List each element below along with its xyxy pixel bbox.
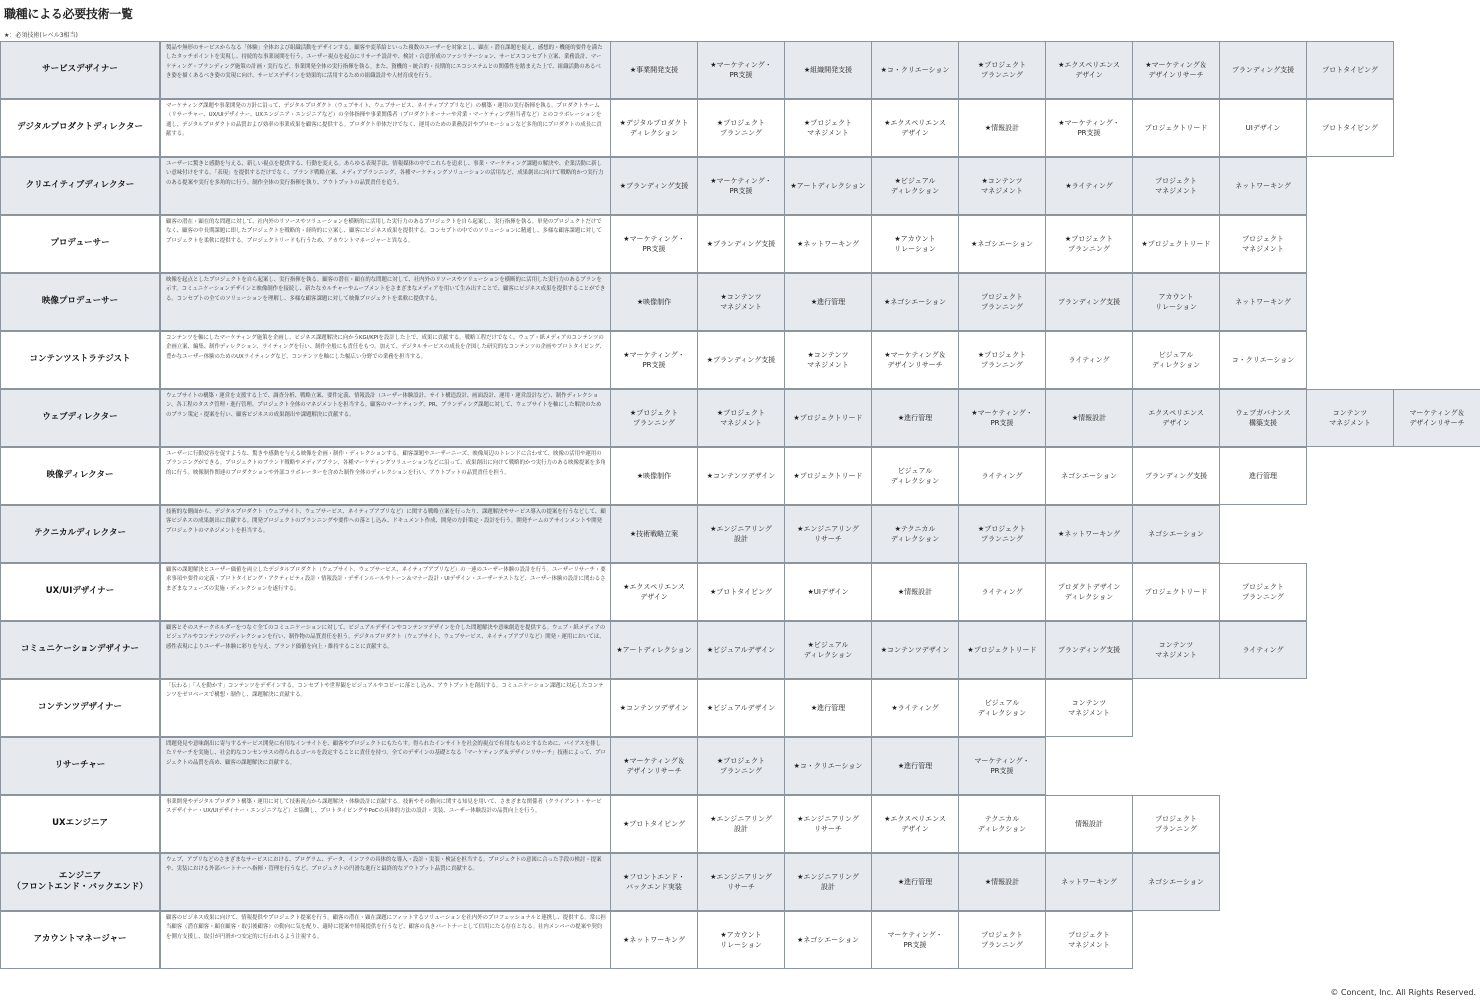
skill-cell: ★マーケティング・ PR支援 xyxy=(697,157,785,215)
role-name: プロデューサー xyxy=(0,215,160,273)
skill-cell: ★ビジュアル ディレクション xyxy=(871,157,959,215)
skill-cell: ★エンジニアリング 設計 xyxy=(697,795,785,853)
table-row xyxy=(0,273,1480,331)
role-name: クリエイティブディレクター xyxy=(0,157,160,215)
skill-cell: ネットワーキング xyxy=(1219,273,1307,331)
skill-cell: ★エクスペリエンス デザイン xyxy=(1045,41,1133,99)
role-name: 映像ディレクター xyxy=(0,447,160,505)
skill-cell: プロトタイピング xyxy=(1306,99,1394,157)
skill-cell: ネゴシエーション xyxy=(1132,505,1220,563)
skill-cell: ★プロジェクトリード xyxy=(1132,215,1220,273)
skill-cell: ★情報設計 xyxy=(871,563,959,621)
role-name: テクニカルディレクター xyxy=(0,505,160,563)
table-row xyxy=(0,795,1480,853)
skill-cell: ★進行管理 xyxy=(871,737,959,795)
skill-cell: ★ネットワーキング xyxy=(784,215,872,273)
skill-cell: ネットワーキング xyxy=(1045,853,1133,911)
skill-cell: ★コンテンツデザイン xyxy=(871,621,959,679)
role-description: コンテンツを軸にしたマーケティング施策を企画し、ビジネス課題解決に向かうKGI/KPIを設計した上で、成果に貢献する。戦略工程だけでなく、ウェブ・紙メディアのコンテンツの企画立案、編集、制作ディレクション、ライティングを行い、制作全般にも責任をもつ。加えて、デジタルサービスの成長を企図した研究的なコンテンツの企画やプロトタイピング、豊かなユーザー体験のためのUXライティングなど、コンテンツを軸にした幅広い分野での業務を担当する。 xyxy=(160,331,612,389)
skill-cell: マーケティング・ PR支援 xyxy=(871,911,959,969)
table-row xyxy=(0,911,1480,969)
skill-cell: ウェブガバナンス 構築支援 xyxy=(1219,389,1307,447)
role-name: デジタルプロダクトディレクター xyxy=(0,99,160,157)
role-description: マーケティング課題や事業開発の方針に沿って、デジタルプロダクト（ウェブサイト、ウェブサービス、ネイティブアプリなど）の構築・運用の実行指揮を執る。プロダクトチーム（リサーチャー、UX/UIデザイナー、UXエンジニア・エンジニアなど）の全体指揮や事業関係者（プロダクトオーナーや営業・マーケティング担当者など）とのコラボレーションを通し、デジタルプロダクトの品質および効率の事業成果を顧客に提供する。プロダクト単体だけでなく、運用のための業務設計やプロモーションなど多角的にプロダクトの成長に貢献する。 xyxy=(160,99,612,157)
table-row xyxy=(0,853,1480,911)
skill-cell: ★プロジェクト プランニング xyxy=(1045,215,1133,273)
skill-cell: ★デジタルプロダクト ディレクション xyxy=(610,99,698,157)
skill-cell: ★エンジニアリング 設計 xyxy=(697,505,785,563)
skill-cell: プロジェクト マネジメント xyxy=(1219,215,1307,273)
skill-cell: プロジェクト プランニング xyxy=(958,273,1046,331)
skill-cell: プロダクトデザイン ディレクション xyxy=(1045,563,1133,621)
skill-cell: ★プロジェクトリード xyxy=(958,621,1046,679)
skill-cell: ★マーケティング・ PR支援 xyxy=(958,389,1046,447)
skill-cell: ★事業開発支援 xyxy=(610,41,698,99)
skill-cell: ★ブランディング支援 xyxy=(610,157,698,215)
skill-cell: コンテンツ マネジメント xyxy=(1045,679,1133,737)
skill-cell: ★ネゴシエーション xyxy=(871,273,959,331)
table-row xyxy=(0,389,1480,447)
skill-cell: ★ビジュアル ディレクション xyxy=(784,621,872,679)
skill-cell: ★ネットワーキング xyxy=(610,911,698,969)
skill-cell: ★技術戦略立案 xyxy=(610,505,698,563)
skill-cell: ★テクニカル ディレクション xyxy=(871,505,959,563)
skill-cell: ★エンジニアリング 設計 xyxy=(784,853,872,911)
role-name: コンテンツストラテジスト xyxy=(0,331,160,389)
role-name: リサーチャー xyxy=(0,737,160,795)
skill-cell: ★プロトタイピング xyxy=(610,795,698,853)
skill-cell: ビジュアル ディレクション xyxy=(1132,331,1220,389)
skill-cell: ★フロントエンド・ バックエンド実装 xyxy=(610,853,698,911)
role-name: UX/UIデザイナー xyxy=(0,563,160,621)
skill-cell: ★コンテンツデザイン xyxy=(697,447,785,505)
role-description: 技術的な側面から、デジタルプロダクト（ウェブサイト、ウェブサービス、ネイティブアプリなど）に関する戦略立案を行ったり、課題解決やサービス導入の提案を行うなどして、顧客ビジネスの成果創出に貢献する。開発プロジェクトのプランニングや要件への落とし込み、ドキュメント作成、開発の方針策定・設計を行う。開発チームのアサインメントや開発プロジェクトのマネジメントを担当する。 xyxy=(160,505,612,563)
skill-cell: ★プロジェクト プランニング xyxy=(958,331,1046,389)
skill-cell: ライティング xyxy=(1045,331,1133,389)
skill-cell: ブランディング支援 xyxy=(1045,273,1133,331)
skill-cell: ★映像制作 xyxy=(610,273,698,331)
skill-cell: プロジェクト プランニング xyxy=(1219,563,1307,621)
skill-cell: ★コ・クリエーション xyxy=(871,41,959,99)
skill-cell: 進行管理 xyxy=(1219,447,1307,505)
skill-cell: ★進行管理 xyxy=(784,679,872,737)
skill-cell: ★コンテンツ マネジメント xyxy=(697,273,785,331)
skill-cell: ★マーケティング・ PR支援 xyxy=(610,215,698,273)
legend-note: ★：必須技術(レベル3相当) xyxy=(4,32,78,39)
skill-cell: ★ライティング xyxy=(871,679,959,737)
skill-cell: ★マーケティング・ PR支援 xyxy=(610,331,698,389)
skill-cell: ★プロトタイピング xyxy=(697,563,785,621)
role-description: 製品や無形のサービスからなる「体験」全体および組織活動をデザインする。顧客や変革給といった複数のユーザーを対象とし、顕在・潜在課題を捉え、感想的・機能的要件を満たしたタッチポイントを実現し、持続的な事業展開を行う。ユーザー視点を起点にリサーチ設計や、検討・合意形成のファシリテーション、サービスコンセプト立案、業務設計、マーケティング・ブランディング施策の計画・実行など、事業開発全体の実行指揮を執る。また、資機的・統合的・長期的にエコシステムとの関係性を踏まえた上で、組織活動のあるべき姿を描くあるべき姿の実現に向け、サービスデザインを効果的に活用するための組織設計や人材育成を行う。 xyxy=(160,41,612,99)
role-description: 問題発見や意味創出に寄与するサービス開発に有用なインサイトを、顧客やプロジェクトにもたらす。得られたインサイトを社会的視点で有用なものとするために、バイアスを排したリサーチを実施し、社会的なコンセンサスの得られるゴールを設定することに責任を持つ。全てのデザインの基礎となる「マーケティング＆デザインリサーチ」技術によって、プロジェクトの品質を高め、顧客の課題解決に貢献する。 xyxy=(160,737,612,795)
table-row xyxy=(0,215,1480,273)
skill-cell: ★ネットワーキング xyxy=(1045,505,1133,563)
skill-cell: ★進行管理 xyxy=(871,853,959,911)
skill-cell: ★エクスペリエンス デザイン xyxy=(871,795,959,853)
skill-cell: ★プロジェクト プランニング xyxy=(958,41,1046,99)
skill-cell: ★エクスペリエンス デザイン xyxy=(610,563,698,621)
skill-cell: ★情報設計 xyxy=(1045,389,1133,447)
skill-cell: ★ネゴシエーション xyxy=(784,911,872,969)
skill-cell: プロジェクト プランニング xyxy=(1132,795,1220,853)
skill-cell: ★ビジュアルデザイン xyxy=(697,679,785,737)
table-row xyxy=(0,331,1480,389)
skill-cell: プロジェクト プランニング xyxy=(958,911,1046,969)
table-row xyxy=(0,99,1480,157)
skill-cell: ★エクスペリエンス デザイン xyxy=(871,99,959,157)
skill-cell: ★ネゴシエーション xyxy=(958,215,1046,273)
skill-cell: コ・クリエーション xyxy=(1219,331,1307,389)
skill-cell: ★情報設計 xyxy=(958,853,1046,911)
skill-cell: プロジェクトリード xyxy=(1132,99,1220,157)
skill-cell: ★マーケティング・ PR支援 xyxy=(697,41,785,99)
role-description: 映像を起点としたプロジェクトを自ら起案し、実行指揮を執る。顧客の潜在・顕在的な問題に対して、社内外のリソースやソリューションを横断的に活用した実行力のあるプランを示す。コミュニケーションデザインと映像制作を接続し、新たなカルチャーやムーブメントをさまざまなメディアを用いて生み出すことで、顧客にビジネス成果を提供することができる。コンセプトの全てのソリューションを理解し、多様な顧客課題に対して映像プロジェクトを柔軟に提供する。 xyxy=(160,273,612,331)
skill-cell: ★プロジェクト マネジメント xyxy=(697,389,785,447)
skill-cell: ★プロジェクトリード xyxy=(784,447,872,505)
skill-cell: ネゴシエーション xyxy=(1045,447,1133,505)
skill-cell: ブランディング支援 xyxy=(1219,41,1307,99)
skill-cell: ★アカウント リレーション xyxy=(871,215,959,273)
table-row xyxy=(0,447,1480,505)
skill-cell: エクスペリエンス デザイン xyxy=(1132,389,1220,447)
role-description: 顧客の潜在・顕在的な問題に対して、社内外のリソースやソリューションを横断的に活用した実行力のあるプロジェクトを自ら起案し、実行指揮を執る。単発のプロジェクトだけでなく、顧客の中長期課題に即したプロジェクトを戦略的・経時的に立案し、顧客にビジネス成果を提供する。コンセプトの中でのソリューションに精通し、多様な顧客課題に対してプロジェクトを柔軟に提供する。プロジェクトリードも行うため、アカウントマネージャーと異なる。 xyxy=(160,215,612,273)
skill-cell: ★プロジェクト プランニング xyxy=(697,99,785,157)
skill-cell: 情報設計 xyxy=(1045,795,1133,853)
skill-cell: ★マーケティング・ PR支援 xyxy=(1045,99,1133,157)
skill-cell: ★エンジニアリング リサーチ xyxy=(784,795,872,853)
table-row xyxy=(0,737,1480,795)
role-name: 映像プロデューサー xyxy=(0,273,160,331)
skill-cell: プロジェクトリード xyxy=(1132,563,1220,621)
role-name: コミュニケーションデザイナー xyxy=(0,621,160,679)
skill-cell: ライティング xyxy=(958,563,1046,621)
skill-cell: ★アートディレクション xyxy=(784,157,872,215)
skill-cell: ★マーケティング＆ デザインリサーチ xyxy=(871,331,959,389)
skill-cell: ★組織開発支援 xyxy=(784,41,872,99)
skill-cell: ★プロジェクト プランニング xyxy=(697,737,785,795)
table-row xyxy=(0,621,1480,679)
skill-cell: ★UIデザイン xyxy=(784,563,872,621)
role-description: 顧客とそのステークホルダーをつなぐ全てのコミュニケーションに対して、ビジュアルデザインやコンテンツデザインを介した問題解決や意味創造を提供する。ウェブ・紙メディアのビジュアルやコンテンツのディレクションを行い、制作物の品質責任を担う。デジタルプロダクト（ウェブサイト、ウェブサービス、ネイティブアプリなど）開発・運用においては、感性表現によりユーザー体験に彩りを与え、ブランド価値を向上・維持することに貢献する。 xyxy=(160,621,612,679)
role-description: 事業開発やデジタルプロダクト構築・運用に対して技術視点から課題解決・体験設計に貢献する。技術やその動向に関する知見を用いて、さまざまな関係者（クライアント・サービスデザイナー・UX/UIデザイナー・エンジニアなど）と協働し、プロトタイピングやPoCの具体的方法の設計・実装、ユーザー体験設計の品質向上を行う。 xyxy=(160,795,612,853)
role-name: コンテンツデザイナー xyxy=(0,679,160,737)
skill-cell: ★エンジニアリング リサーチ xyxy=(784,505,872,563)
skill-cell: ★進行管理 xyxy=(784,273,872,331)
copyright: © Concent, Inc. All Rights Reserved. xyxy=(1330,988,1476,997)
skill-cell: ネットワーキング xyxy=(1219,157,1307,215)
skill-cell: ★情報設計 xyxy=(958,99,1046,157)
skill-cell: マーケティング・ PR支援 xyxy=(958,737,1046,795)
skill-cell: ビジュアル ディレクション xyxy=(958,679,1046,737)
role-description: ユーザーに行動変容を促すような、驚きや感動を与える映像を企画・制作・ディレクションする。顧客課題やユーザーニーズ、映像周辺のトレンドに合わせて、映像の活用や運用のプランニングができる。プロジェクトのブランド戦略やメディアプラン、各種マーケティングソリューションなどに沿って、成果創出に向けて戦略的かつ実行力のある映像提案を多角的に行う。映像制作関連のプロダクションや外部コラボレーターを含めた制作全体のディレクションを行い、アウトプットの品質責任を担う。 xyxy=(160,447,612,505)
role-description: ユーザーに驚きと感動を与える、新しい視点を提供する、行動を変える。あらゆる表現手法、情報媒体の中でこれらを追求し、事業・マーケティング課題の解決や、企業活動に新しい意味付けをする。「表現」を提供するだけでなく、ブランド戦略立案、メディアプランニング、各種マーケティングソリューションの活用など、成果創出に向けて戦略的かつ実行力のある提案や実行を多角的に行う。制作全体の実行指揮を執り、アウトプットの品質責任を追う。 xyxy=(160,157,612,215)
role-description: 顧客のビジネス成果に向けて、情報提供やプロジェクト提案を行う。顧客の潜在・顕在課題にフィットするソリューションを社内外のプロフェッショナルと連携し、提供する。常に担当顧客（潜在顧客・顕在顧客・取引後顧客）の動向に気を配り、適時に提案や情報提供を行うなど、顧客の良きパートナーとして信用にたる存在となる。社内メンバーの提案や契約を側方支援し、取引が円滑かつ安定的に行われるよう注視する。 xyxy=(160,911,612,969)
skill-cell: ★進行管理 xyxy=(871,389,959,447)
skill-cell: ★映像制作 xyxy=(610,447,698,505)
role-description: ウェブサイトの構築・運営を支援する上で、調査分析、戦略立案、要件定義、情報設計（ユーザー体験設計、サイト構造設計、画面設計、運用・運営設計など）、制作ディレクション、各工程のタスク管理・進行管理、プロジェクト全体のマネジメントを担当する。顧客のマーケティング、PR、ブランディング課題に対して、ウェブサイトを軸にした解決のためのプラン策定・提案を行い、顧客ビジネスの成果創出や課題解決に貢献する。 xyxy=(160,389,612,447)
skill-cell: ライティング xyxy=(1219,621,1307,679)
skill-cell: プロジェクト マネジメント xyxy=(1132,157,1220,215)
skill-cell: ★ビジュアルデザイン xyxy=(697,621,785,679)
skill-cell: ★コンテンツデザイン xyxy=(610,679,698,737)
skill-cell: UIデザイン xyxy=(1219,99,1307,157)
skill-cell: ★ブランディング支援 xyxy=(697,215,785,273)
skill-cell: ブランディング支援 xyxy=(1045,621,1133,679)
role-description: ウェブ、アプリなどのさまざまなサービスにおける、プログラム、データ、インフラの具体的な導入・設計・実装・検証を担当する。プロジェクトの意図に合った手段の検討・提案や、実装における外部パートナーへ指揮・管理を行うなど、プロジェクトの円滑な進行と最終的なアウトプット品質に貢献する。 xyxy=(160,853,612,911)
skill-cell: ★コンテンツ マネジメント xyxy=(958,157,1046,215)
role-name: エンジニア （フロントエンド・バックエンド） xyxy=(0,853,160,911)
table-row xyxy=(0,505,1480,563)
role-name: UXエンジニア xyxy=(0,795,160,853)
skill-cell: コンテンツ マネジメント xyxy=(1132,621,1220,679)
page-title: 職種による必要技術一覧 xyxy=(4,7,133,21)
skill-cell: プロトタイピング xyxy=(1306,41,1394,99)
skill-cell: アカウント リレーション xyxy=(1132,273,1220,331)
skill-cell: ★プロジェクト プランニング xyxy=(610,389,698,447)
skill-cell: ★プロジェクトリード xyxy=(784,389,872,447)
skill-cell: ★マーケティング＆ デザインリサーチ xyxy=(610,737,698,795)
role-name: アカウントマネージャー xyxy=(0,911,160,969)
skill-cell: ★プロジェクト プランニング xyxy=(958,505,1046,563)
skill-cell: ★ブランディング支援 xyxy=(697,331,785,389)
skill-cell: テクニカル ディレクション xyxy=(958,795,1046,853)
role-description: 「伝わる」「人を動かす」コンテンツをデザインする。コンセプトや世界観をビジュアルやコピーに落とし込み、アウトプットを創出する。コミュニケーション課題に対応したコンテンツをゼロベースで構想・制作し、課題解決に貢献する。 xyxy=(160,679,612,737)
skill-cell: マーケティング＆ デザインリサーチ xyxy=(1393,389,1480,447)
skill-cell: ★アートディレクション xyxy=(610,621,698,679)
skill-cell: ブランディング支援 xyxy=(1132,447,1220,505)
table-row xyxy=(0,157,1480,215)
role-description: 顧客の課題解決とユーザー価値を両立したデジタルプロダクト（ウェブサイト、ウェブサービス、ネイティブアプリなど）の一連のユーザー体験の設計を行う。ユーザーリサーチ・要求事項や要件の定義・プロトタイピング・アクティビティ設計・情報設計・デザインルールやトーン＆マナー設計・UIデザイン・ユーザーテストなど、ユーザー体験の設計に関わるさまざまなフェーズの実施・ディレクションを遂行する。 xyxy=(160,563,612,621)
skill-cell: ★アカウント リレーション xyxy=(697,911,785,969)
skill-cell: ★マーケティング＆ デザインリサーチ xyxy=(1132,41,1220,99)
role-name: ウェブディレクター xyxy=(0,389,160,447)
skill-cell: コンテンツ マネジメント xyxy=(1306,389,1394,447)
skill-cell: ★コンテンツ マネジメント xyxy=(784,331,872,389)
skill-cell: ネゴシエーション xyxy=(1132,853,1220,911)
table-row xyxy=(0,563,1480,621)
skill-cell: ライティング xyxy=(958,447,1046,505)
table-row xyxy=(0,679,1480,737)
table-row xyxy=(0,41,1480,99)
skill-cell: ★コ・クリエーション xyxy=(784,737,872,795)
role-name: サービスデザイナー xyxy=(0,41,160,99)
skill-cell: ★ライティング xyxy=(1045,157,1133,215)
skill-cell: ビジュアル ディレクション xyxy=(871,447,959,505)
skill-cell: プロジェクト マネジメント xyxy=(1045,911,1133,969)
skill-cell: ★エンジニアリング リサーチ xyxy=(697,853,785,911)
skill-cell: ★プロジェクト マネジメント xyxy=(784,99,872,157)
